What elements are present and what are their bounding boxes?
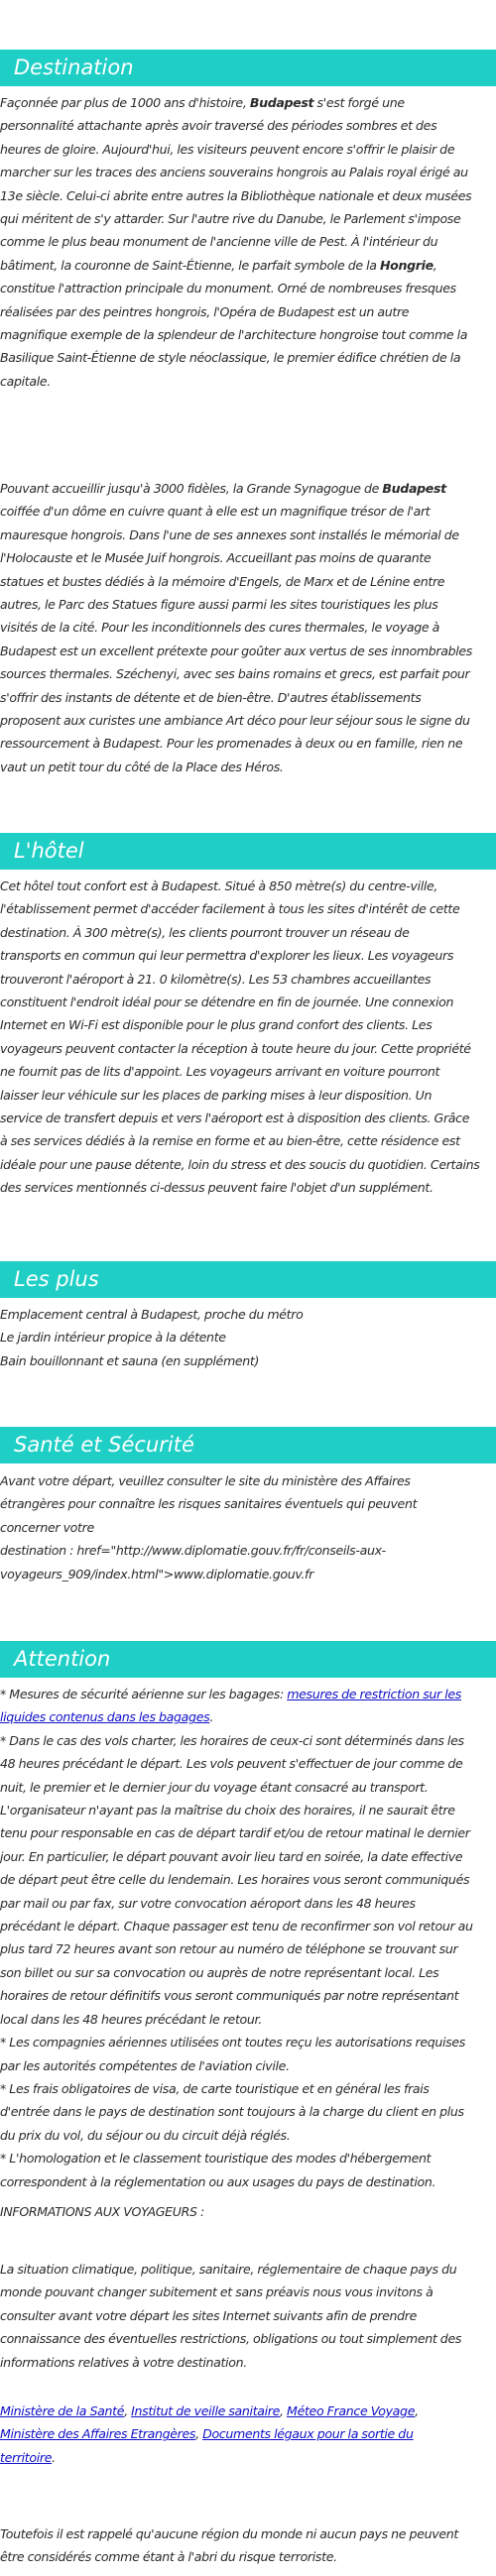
meteo-france-link[interactable]: Méteo France Voyage <box>287 2403 416 2418</box>
list-item: Emplacement central à Budapest, proche du métro <box>0 1307 304 1322</box>
destination-paragraph-2: Pouvant accueillir jusqu'à 3000 fidèles, la Grande Synagogue de Budapest coiffée d'un dôme en cuivre quant à elle est un magnifique trésor de l'art mauresque hongrois. Dans l'une de ses annexes sont installés le mémorial de l'Holocauste et le Musée Juif hongrois. Accueillant pas moins de quarante statues et bustes dédiés à la mémoire d'Engels, de Marx et de Lénine entre autres, le Parc des Statues figure aussi parmi les sites touristiques les plus visités de la cité. Pour les inconditionnels des cures thermales, le voyage à Budapest est un excellent prétexte pour goûter aux vertus de ses innombrables sources thermales. Széchenyi, avec ses bains romains et grecs, est parfait pour s'offrir des instants de détente et de bien-être. D'autres établissements proposent aux curistes une ambiance Art déco pour leur séjour sous le signe du ressourcement à Budapest. Pour les promenades à deux ou en famille, rien ne vaut un petit tour du côté de la Place des Héros. <box>0 481 473 774</box>
plus-list <box>0 1303 496 1372</box>
bagages-restriction-link-continued[interactable]: liquides contenus dans les bagages <box>0 1709 210 1725</box>
destination-paragraph-1: Façonnée par plus de 1000 ans d'histoire, Budapest s'est forgé une personnalité attachante après avoir traversé des périodes sombres et des heures de gloire. Aujourd'hui, les visiteurs peuvent encore s'offrir le plaisir de marcher sur les traces des anciens souverains hongrois au Palais royal érigé au 13e siècle. Celui-ci abrite entre autres la Bibliothèque nationale et deux musées qui méritent de s'y attarder. Sur l'autre rive du Danube, le Parlement s'impose comme le plus beau monument de l'ancienne ville de Pest. À l'intérieur du bâtiment, la couronne de Saint-Étienne, le parfait symbole de la Hongrie, constitue l'attraction principale du monument. Orné de nombreuses fresques réalisées par des peintres hongrois, l'Opéra de Budapest est un autre magnifique exemple de la splendeur de l'architecture hongroise tout comme la Basilique Saint-Étienne de style néoclassique, le premier édifice chrétien de la capitale. <box>0 95 472 389</box>
bagages-restriction-link[interactable]: mesures de restriction sur les <box>287 1687 461 1701</box>
attention-heading: Attention <box>0 1641 496 1678</box>
hotel-heading: L'hôtel <box>0 833 496 870</box>
affaires-etrangeres-link[interactable]: Ministère des Affaires Etrangères <box>0 2426 196 2442</box>
destination-heading: Destination <box>0 50 496 86</box>
final-note: Toutefois il est rappelé qu'aucune région du monde ni aucun pays ne peuvent être considérés comme étant à l'abri du risque terroriste. <box>0 2526 458 2565</box>
documents-legaux-link-continued[interactable]: territoire <box>0 2449 53 2465</box>
documents-legaux-link[interactable]: Documents légaux pour la sortie du <box>202 2426 414 2442</box>
ministere-sante-link[interactable]: Ministère de la Santé <box>0 2403 125 2418</box>
list-item: Le jardin intérieur propice à la détente <box>0 1330 226 1346</box>
veille-sanitaire-link[interactable]: Institut de veille sanitaire <box>131 2403 281 2418</box>
plus-heading: Les plus <box>0 1261 496 1298</box>
sante-text: Avant votre départ, veuillez consulter le site du ministère des Affaires étrangères pour connaître les risques sanitaires éventuels qui peuvent concerner votre destination : href="http://www.diplomatie.gouv.fr/fr/conseils-aux- voyageurs_909/index.html">www.diplomatie.gouv.fr <box>0 1473 418 1581</box>
sante-heading: Santé et Sécurité <box>0 1427 496 1464</box>
attention-text: * Mesures de sécurité aérienne sur les bagages: mesures de restriction sur les liquides contenus dans les bagages. * Dans le cas des vols charter, les horaires de ceux-ci sont déterminés dans les 48 heures précédant le départ. Les vols peuvent s'effectuer de jour comme de nuit, le premier et le dernier jour du voyage étant consacré au transport. L'organisateur n'ayant pas la maîtrise du choix des horaires, il ne saurait être tenu pour responsable en cas de départ tardif et/ou de retour matinal le dernier jour. En particulier, le départ pouvant avoir lieu tard en soirée, la date effective de départ peut être celle du lendemain. Les horaires vous seront communiqués par mail ou par fax, sur votre convocation aéroport dans les 48 heures précédant le départ. Chaque passager est tenu de reconfirmer son vol retour au plus tard 72 heures avant son retour au numéro de téléphone se trouvant sur son billet ou sur sa convocation ou auprès de notre représentant local. Les horaires de retour définitifs vous seront communiqués par notre représentant local dans les 48 heures précédant le retour. * Les compagnies aériennes utilisées ont toutes reçu les autorisations requises par les autorités compétentes de l'aviation civile. * Les frais obligatoires de visa, de carte touristique et en général les frais d'entrée dans le pays de destination sont toujours à la charge du client en plus du prix du vol, du séjour ou du circuit déjà réglés. * L'homologation et le classement touristique des modes d'hébergement correspondent à la réglementation ou aux usages du pays de destination. <box>0 1687 473 2189</box>
info-voyageurs-title: INFORMATIONS AUX VOYAGEURS : <box>0 2204 204 2219</box>
list-item: Bain bouillonnant et sauna (en supplément) <box>0 1352 260 1368</box>
info-voyageurs-text: La situation climatique, politique, sanitaire, réglementaire de chaque pays du monde pouvant changer subitement et sans préavis nous vous invitons à consulter avant votre départ les sites Internet suivants afin de prendre connaissance des éventuelles restrictions, obligations ou tout simplement des informations relatives à votre destination. <box>0 2262 462 2370</box>
hotel-description: Cet hôtel tout confort est à Budapest. Situé à 850 mètre(s) du centre-ville, l'établissement permet d'accéder facilement à tous les sites d'intérêt de cette destination. À 300 mètre(s), les clients pourront trouver un réseau de transports en commun qui leur permettra d'explorer les lieux. Les voyageurs trouveront l'aéroport à 21. 0 kilomètre(s). Les 53 chambres accueillantes constituent l'endroit idéal pour se détendre en fin de journée. Une connexion Internet en Wi-Fi est disponible pour le plus grand confort des clients. Les voyageurs peuvent contacter la réception à toute heure du jour. Cette propriété ne fournit pas de lits d'appoint. Les voyageurs arrivant en voiture pourront laisser leur véhicule sur les places de parking mises à leur disposition. Un service de transfert depuis et vers l'aéroport est à disposition des clients. Grâce à ses services dédiés à la remise en forme et au bien-être, cette résidence est idéale pour une pause détente, loin du stress et des soucis du quotidien. Certains des services mentionnés ci-dessus peuvent faire l'objet d'un supplément. <box>0 878 480 1196</box>
useful-links: Ministère de la Santé, Institut de veille sanitaire, Méteo France Voyage, Ministère des Affaires Etrangères, Documents légaux pour la sortie du territoire. <box>0 2403 419 2465</box>
